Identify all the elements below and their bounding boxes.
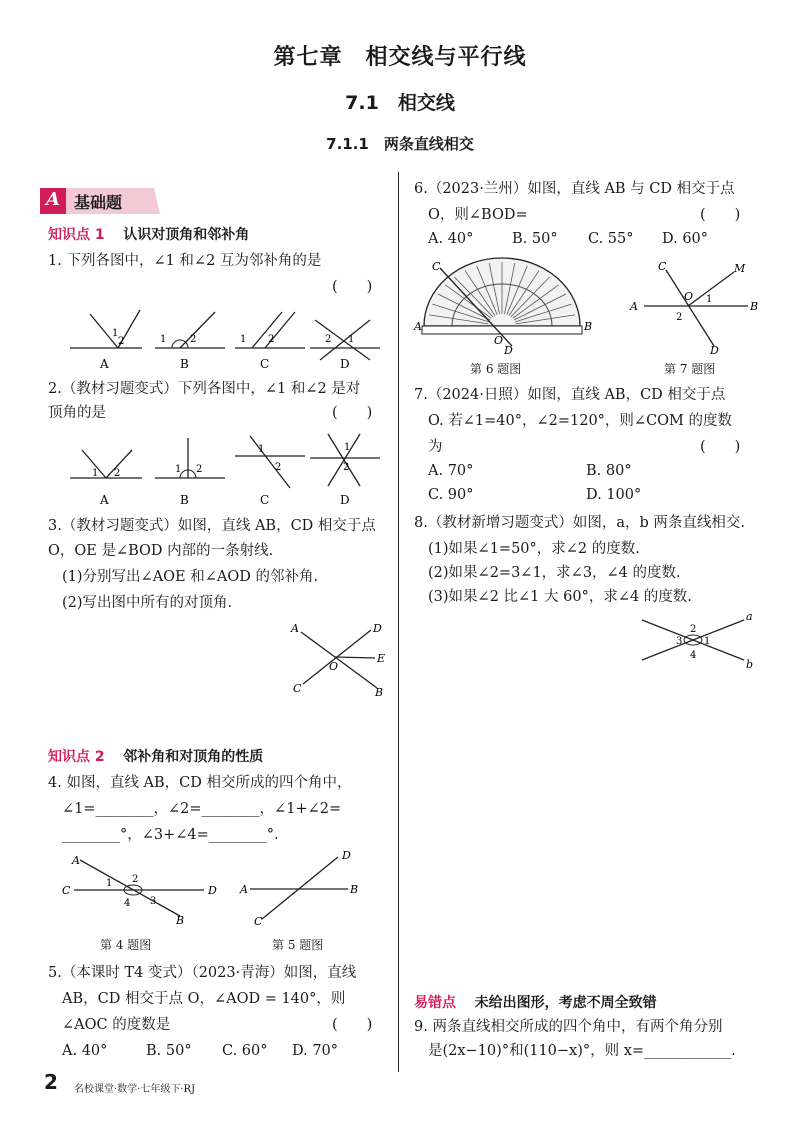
q7-option-c: C. 90°: [428, 487, 474, 503]
fig6-caption: 第 6 题图: [470, 362, 522, 376]
column-divider: [398, 172, 399, 1072]
q6-line2: O，则∠BOD=: [428, 207, 528, 223]
svg-text:2: 2: [690, 624, 697, 635]
q8-line2: (1)如果∠1=50°，求∠2 的度数.: [428, 541, 640, 557]
svg-text:2: 2: [196, 464, 203, 475]
q7-option-d: D. 100°: [586, 487, 642, 503]
svg-text:D: D: [504, 344, 513, 354]
q2-figures: [60, 428, 390, 508]
q1-figure-c: [235, 312, 305, 348]
q6-answer-paren: ( ): [700, 207, 741, 223]
q3-line4: (2)写出图中所有的对顶角.: [62, 595, 233, 611]
svg-text:E: E: [377, 652, 386, 665]
svg-text:C: C: [254, 915, 263, 928]
q1-option-c: C: [260, 357, 270, 371]
q7-line2: O. 若∠1=40°，∠2=120°，则∠COM 的度数: [428, 413, 733, 429]
q3-line2: O，OE 是∠BOD 内部的一条射线.: [48, 543, 274, 559]
svg-text:B: B: [584, 320, 592, 333]
mistake-label: 易错点: [414, 995, 456, 1011]
knowledge-point-1: [48, 224, 249, 244]
svg-text:C: C: [658, 260, 667, 273]
svg-text:O: O: [329, 660, 339, 673]
q1-figures: [60, 300, 390, 375]
svg-text:1: 1: [112, 328, 119, 339]
q2-figure-c: [235, 436, 305, 488]
q3-figure: [285, 618, 395, 703]
q3-line3: (1)分别写出∠AOE 和∠AOD 的邻补角.: [62, 569, 319, 585]
svg-text:D: D: [342, 849, 351, 862]
svg-text:C: C: [432, 260, 441, 273]
q5-option-c: C. 60°: [222, 1043, 268, 1059]
svg-text:D: D: [710, 344, 719, 357]
q6-line1: 6.（2023·兰州）如图，直线 AB 与 CD 相交于点: [414, 181, 735, 197]
svg-text:O: O: [684, 290, 694, 303]
svg-text:a: a: [746, 610, 753, 623]
svg-text:1: 1: [92, 468, 99, 479]
q4-line3: ________°，∠3+∠4=________°.: [62, 827, 279, 843]
q4-line1: 4. 如图，直线 AB，CD 相交所成的四个角中，: [48, 775, 352, 791]
fig7: [622, 258, 762, 358]
q1-figure-b: [155, 312, 225, 348]
svg-text:B: B: [750, 300, 759, 313]
q7-answer-paren: ( ): [700, 439, 741, 455]
fig4-caption: 第 4 题图: [100, 938, 152, 952]
q2-answer-paren: ( ): [332, 405, 373, 421]
q6-option-b: B. 50°: [512, 231, 558, 247]
q7-option-b: B. 80°: [586, 463, 632, 479]
q6-option-a: A. 40°: [428, 231, 474, 247]
svg-text:M: M: [734, 262, 746, 275]
basic-section-badge: [40, 188, 160, 214]
kp2-title: 邻补角和对顶角的性质: [123, 749, 264, 765]
svg-text:2: 2: [190, 334, 197, 345]
q2-figure-a: [70, 450, 142, 479]
q5-answer-paren: ( ): [332, 1017, 373, 1033]
mistake-point: [414, 992, 657, 1012]
svg-text:2: 2: [132, 874, 139, 885]
q8-line3: (2)如果∠2=3∠1，求∠3，∠4 的度数.: [428, 565, 681, 581]
q2-figure-b: [155, 438, 225, 478]
q1-option-b: B: [180, 357, 189, 371]
fig7-caption: 第 7 题图: [664, 362, 716, 376]
svg-text:1: 1: [258, 444, 265, 455]
q5-line1: 5.（本课时 T4 变式）（2023·青海）如图，直线: [48, 965, 357, 981]
q7-line1: 7.（2024·日照）如图，直线 AB，CD 相交于点: [414, 387, 726, 403]
fig5-caption: 第 5 题图: [272, 938, 324, 952]
q1-answer-paren: ( ): [332, 279, 373, 295]
q2-option-c: C: [260, 493, 270, 507]
q5-line3: ∠AOC 的度数是: [62, 1017, 171, 1033]
q2-option-b: B: [180, 493, 189, 507]
q9-line1: 9. 两条直线相交所成的四个角中，有两个角分别: [414, 1019, 723, 1035]
q3-line1: 3.（教材习题变式）如图，直线 AB，CD 相交于点: [48, 518, 376, 534]
svg-text:2: 2: [676, 312, 683, 323]
svg-text:1: 1: [160, 334, 167, 345]
q1-figure-d: [310, 320, 380, 360]
fig5: [238, 845, 358, 930]
q2-figure-d: [310, 434, 380, 486]
q1-text: 1. 下列各图中，∠1 和∠2 互为邻补角的是: [48, 253, 322, 269]
svg-text:1: 1: [344, 442, 351, 453]
footer-info: 名校课堂·数学·七年级下·RJ: [74, 1084, 196, 1095]
svg-text:1: 1: [348, 334, 355, 345]
q1-option-a: A: [100, 357, 109, 371]
q5-option-b: B. 50°: [146, 1043, 192, 1059]
svg-text:1: 1: [240, 334, 247, 345]
q5-option-a: A. 40°: [62, 1043, 108, 1059]
page-number: 2: [44, 1070, 58, 1094]
svg-text:1: 1: [704, 636, 711, 647]
svg-text:b: b: [746, 658, 754, 671]
svg-text:2: 2: [275, 462, 282, 473]
svg-text:2: 2: [268, 334, 275, 345]
kp2-label: 知识点 2: [48, 749, 105, 765]
q6-option-c: C. 55°: [588, 231, 634, 247]
svg-text:2: 2: [118, 336, 125, 347]
q8-line4: (3)如果∠2 比∠1 大 60°，求∠4 的度数.: [428, 589, 692, 605]
svg-text:D: D: [208, 884, 217, 897]
knowledge-point-2: [48, 746, 263, 766]
svg-text:B: B: [375, 686, 384, 699]
svg-text:4: 4: [124, 898, 131, 909]
svg-text:2: 2: [343, 462, 350, 473]
svg-text:3: 3: [676, 636, 683, 647]
q1-figure-a: [70, 310, 142, 348]
q4-line2: ∠1=________，∠2=________，∠1+∠2=: [62, 801, 342, 817]
svg-text:2: 2: [114, 468, 121, 479]
mistake-title: 未给出图形，考虑不周全致错: [474, 995, 657, 1011]
svg-text:A: A: [291, 622, 299, 635]
svg-text:B: B: [350, 883, 358, 896]
q1-option-d: D: [340, 357, 350, 371]
badge-letter: A: [46, 189, 60, 210]
svg-text:C: C: [62, 884, 71, 897]
svg-text:1: 1: [706, 294, 713, 305]
q8-figure: [636, 608, 766, 673]
q5-line2: AB，CD 相交于点 O，∠AOD = 140°，则: [62, 991, 346, 1007]
svg-text:D: D: [373, 622, 382, 635]
fig4: [58, 850, 218, 930]
q7-line3: 为: [428, 439, 443, 455]
chapter-title: 第七章 相交线与平行线: [273, 45, 527, 70]
svg-text:1: 1: [175, 464, 182, 475]
svg-text:A: A: [72, 854, 80, 867]
svg-text:A: A: [630, 300, 638, 313]
q2-line2: 顶角的是: [48, 405, 106, 421]
svg-text:3: 3: [150, 896, 157, 907]
svg-text:A: A: [414, 320, 422, 333]
q6-option-d: D. 60°: [662, 231, 709, 247]
svg-text:B: B: [176, 914, 185, 927]
q9-line2: 是(2x−10)°和(110−x)°，则 x=____________.: [428, 1043, 736, 1059]
subsection-title: 7.1.1 两条直线相交: [326, 135, 474, 153]
badge-label: 基础题: [74, 193, 123, 212]
svg-text:1: 1: [106, 878, 113, 889]
svg-text:O: O: [494, 334, 504, 347]
q2-option-a: A: [100, 493, 109, 507]
svg-text:A: A: [240, 883, 248, 896]
q7-option-a: A. 70°: [428, 463, 474, 479]
kp1-title: 认识对顶角和邻补角: [123, 227, 250, 243]
kp1-label: 知识点 1: [48, 227, 105, 243]
fig6-protractor: [412, 254, 592, 354]
svg-text:4: 4: [690, 650, 697, 661]
q8-line1: 8.（教材新增习题变式）如图，a，b 两条直线相交.: [414, 515, 745, 531]
svg-text:2: 2: [325, 334, 332, 345]
q2-line1: 2.（教材习题变式）下列各图中，∠1 和∠2 是对: [48, 381, 361, 397]
q5-option-d: D. 70°: [292, 1043, 339, 1059]
section-title: 7.1 相交线: [345, 92, 455, 114]
q2-option-d: D: [340, 493, 350, 507]
svg-text:C: C: [293, 682, 302, 695]
